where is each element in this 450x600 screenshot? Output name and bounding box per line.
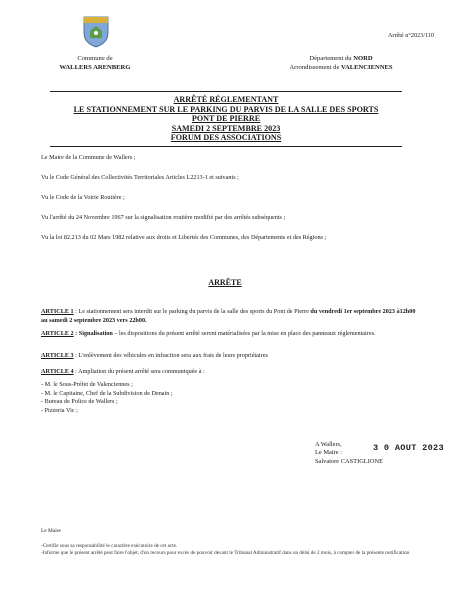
signature-place: A Wallers, — [315, 441, 342, 448]
article-3: ARTICLE 3 : L'enlèvement des véhicules en infraction sera aux frais de leurs propriétaires — [41, 352, 268, 359]
list-item: - Bureau de Police de Wallers ; — [41, 398, 118, 406]
arrete-number: Arrêté n°2023/110 — [387, 32, 434, 39]
preamble-line: Vu le Code de la Voirie Routière ; — [41, 194, 125, 201]
commune-label: Commune de — [77, 55, 113, 62]
footer-line: -Certifie sous sa responsabilité le caractère exécutoire de cet acte. — [41, 543, 178, 549]
preamble-line: Le Maire de la Commune de Wallers ; — [41, 154, 136, 161]
title-line: ARRÊTÉ RÉGLEMENTANT — [173, 95, 279, 104]
title-line: PONT DE PIERRE — [191, 114, 261, 124]
preamble-line: Vu l'arrêté du 24 Novembre 1967 sur la signalisation routière modifié par des arrêtés subséquents ; — [41, 214, 286, 221]
arrete-heading: ARRÊTE — [208, 278, 242, 287]
article-2: ARTICLE 2 : Signalisation – les dispositions du présent arrêté seront matérialisées par la mise en place des panneaux réglementaires. — [41, 330, 376, 337]
recipient-list — [41, 381, 173, 415]
preamble-line: Vu le Code Général des Collectivités Territoriales Articles L2213-1 et suivants ; — [41, 174, 239, 181]
commune-block — [40, 55, 150, 72]
arrondissement-line: Arrondissement de VALENCIENNES — [289, 63, 393, 71]
preamble-line: Vu la loi 82.213 du 02 Mars 1982 relative aux droits et Libertés des Communes, des Départements et des Régions ; — [41, 234, 327, 241]
commune-name: WALLERS ARENBERG — [59, 63, 131, 71]
decree-title — [50, 91, 402, 147]
date-stamp: 3 0 AOUT 2023 — [373, 443, 444, 453]
title-line: LE STATIONNEMENT SUR LE PARKING DU PARVIS DE LA SALLE DES SPORTS — [73, 104, 379, 114]
commune-crest-icon — [81, 14, 111, 48]
article-1: ARTICLE 1 : Le stationnement sera interdit sur le parking du parvis de la salle des sports du Pont de Pierre du vendredi 1er septembre 2023 à12h00 au samedi 2 septembre 2023 vers 22h00. — [41, 308, 416, 324]
signature-name: Salvatore CASTIGLIONE — [315, 457, 383, 465]
footer-notice — [41, 543, 433, 557]
department-block — [266, 55, 416, 72]
list-item: - Pizzeria Vic ; — [41, 406, 78, 414]
list-item: - M. le Capitaine, Chef de la Subdivision de Denain ; — [41, 389, 173, 397]
footer-line: -Informe que le présent arrêté peut faire l'objet, d'un recours pour excès de pouvoir devant le Tribunal Administratif dans un délai de 2 mois, à compter de la présente notification — [41, 550, 410, 557]
title-line: FORUM DES ASSOCIATIONS — [170, 133, 282, 143]
department-line: Département du NORD — [309, 55, 373, 62]
list-item: - M. le Sous-Préfet de Valenciennes ; — [41, 381, 133, 388]
footer-maire: Le Maire — [41, 528, 61, 534]
title-line: SAMEDI 2 SEPTEMBRE 2023 — [171, 123, 281, 133]
signature-role: Le Maire : — [315, 449, 342, 457]
article-4: ARTICLE 4 : Ampliation du présent arrêté sera communiquée à : — [41, 368, 205, 375]
